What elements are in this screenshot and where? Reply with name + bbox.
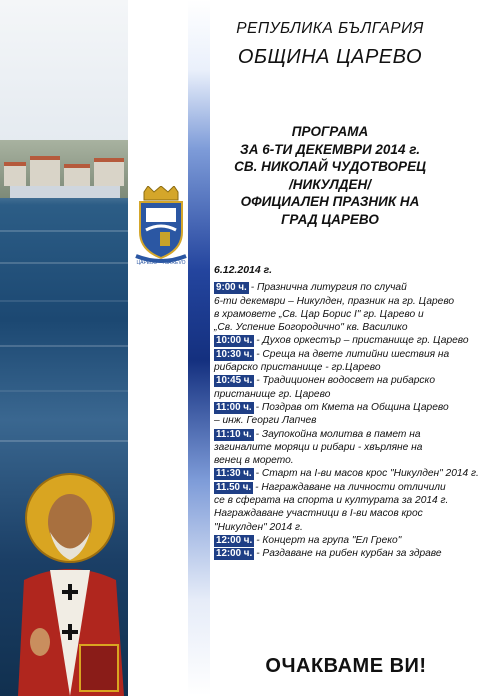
schedule-time-badge: 11:00 ч. bbox=[216, 401, 252, 413]
schedule-text: - Традиционен водосвет на рибарско bbox=[256, 375, 435, 387]
schedule-item bbox=[214, 374, 498, 401]
schedule-time-badge: 9:00 ч. bbox=[216, 282, 247, 294]
schedule-time-badge: 10:30 ч. bbox=[216, 348, 253, 360]
schedule bbox=[214, 264, 498, 561]
schedule-item bbox=[214, 281, 498, 334]
schedule-time-badge: 12:00 ч. bbox=[216, 548, 253, 560]
schedule-text: - Среща на двете литийни шествия на bbox=[256, 348, 450, 360]
schedule-line bbox=[214, 428, 498, 441]
schedule-line bbox=[214, 308, 498, 321]
schedule-line bbox=[214, 401, 498, 414]
schedule-text: - Награждаване на личности отличили bbox=[255, 481, 446, 493]
schedule-line bbox=[214, 441, 498, 454]
schedule-text: - Духов оркестър – пристанище гр. Царево bbox=[256, 335, 469, 347]
program-line: ОФИЦИАЛЕН ПРАЗНИК НА bbox=[240, 194, 420, 209]
header-republic: РЕПУБЛИКА БЪЛГАРИЯ bbox=[236, 20, 424, 37]
schedule-text: - Заупокойна молитва в памет на bbox=[255, 428, 421, 440]
schedule-line bbox=[214, 454, 498, 467]
saint-nicholas-icon bbox=[10, 470, 128, 696]
schedule-line bbox=[214, 481, 498, 494]
schedule-item bbox=[214, 401, 498, 428]
schedule-line bbox=[214, 507, 498, 520]
schedule-time-badge: 10:00 ч. bbox=[216, 335, 253, 347]
schedule-text: „Св. Успение Богородично" кв. Василико bbox=[214, 322, 408, 334]
schedule-text: - Раздаване на рибен курбан за здраве bbox=[256, 548, 442, 560]
schedule-line bbox=[214, 494, 498, 507]
schedule-item bbox=[214, 467, 498, 480]
decorative-blue-bar bbox=[188, 0, 210, 696]
schedule-item bbox=[214, 348, 498, 375]
schedule-items bbox=[214, 281, 498, 560]
schedule-text: - Поздрав от Кмета на Община Царево bbox=[255, 401, 449, 413]
schedule-item bbox=[214, 481, 498, 534]
schedule-item bbox=[214, 547, 498, 560]
footer-invitation: ОЧАКВАМЕ ВИ! bbox=[265, 655, 427, 677]
schedule-line bbox=[214, 361, 498, 374]
coat-of-arms-icon bbox=[134, 186, 188, 266]
program-line: ЗА 6-ТИ ДЕКЕМВРИ 2014 г. bbox=[240, 141, 420, 157]
program-line: СВ. НИКОЛАЙ ЧУДОТВОРЕЦ bbox=[234, 159, 426, 174]
sky bbox=[0, 0, 128, 148]
schedule-line bbox=[214, 374, 498, 387]
schedule-time-badge: 11.50 ч. bbox=[216, 481, 252, 493]
schedule-text: Награждаване участници в I-ви масов крос bbox=[214, 508, 423, 520]
schedule-text: - Празнична литургия по случай bbox=[250, 282, 407, 294]
schedule-text: рибарско пристанище - гр.Царево bbox=[214, 362, 381, 374]
schedule-line bbox=[214, 534, 498, 547]
program-line: ПРОГРАМА bbox=[291, 124, 369, 139]
schedule-text: - Концерт на група "Ел Греко" bbox=[256, 534, 402, 546]
schedule-item bbox=[214, 534, 498, 547]
schedule-item bbox=[214, 334, 498, 347]
schedule-text: венец в морето. bbox=[214, 455, 294, 467]
schedule-text: - Старт на I-ви масов крос "Никулден" 2014 г. bbox=[255, 468, 479, 480]
schedule-line bbox=[214, 334, 498, 347]
schedule-line bbox=[214, 348, 498, 361]
schedule-date: 6.12.2014 г. bbox=[214, 264, 273, 276]
schedule-time-badge: 10:45 ч. bbox=[216, 375, 253, 387]
program-line: /НИКУЛДЕН/ bbox=[288, 176, 371, 192]
schedule-time-badge: 11:30 ч. bbox=[216, 468, 252, 480]
schedule-line bbox=[214, 547, 498, 560]
schedule-line bbox=[214, 295, 498, 308]
program-line: ГРАД ЦАРЕВО bbox=[281, 211, 379, 227]
schedule-text: пристанище гр. Царево bbox=[214, 388, 331, 400]
schedule-text: "Никулден" 2014 г. bbox=[214, 521, 303, 533]
schedule-item bbox=[214, 428, 498, 468]
schedule-text: 6-ти декември – Никулден, празник на гр. Царево bbox=[214, 295, 455, 307]
schedule-line bbox=[214, 388, 498, 401]
schedule-text: се в сферата на спорта и културата за 2014 г. bbox=[214, 495, 449, 507]
schedule-text: в храмовете „Св. Цар Борис I" гр. Царево и bbox=[214, 308, 424, 320]
program-title bbox=[212, 123, 448, 228]
crest-ribbon-text: ЦАРЕВО · TSAREVO bbox=[136, 260, 186, 266]
schedule-time-badge: 11:10 ч. bbox=[216, 428, 252, 440]
schedule-text: загиналите моряци и рибари - хвърляне на bbox=[214, 441, 423, 453]
schedule-line bbox=[214, 521, 498, 534]
header-municipality: ОБЩИНА ЦАРЕВО bbox=[237, 46, 423, 68]
town-silhouette bbox=[0, 140, 128, 198]
schedule-text: – инж. Георги Лапчев bbox=[214, 415, 317, 427]
schedule-line bbox=[214, 467, 498, 480]
schedule-line bbox=[214, 281, 498, 294]
schedule-line bbox=[214, 321, 498, 334]
schedule-line bbox=[214, 414, 498, 427]
schedule-time-badge: 12:00 ч. bbox=[216, 534, 253, 546]
